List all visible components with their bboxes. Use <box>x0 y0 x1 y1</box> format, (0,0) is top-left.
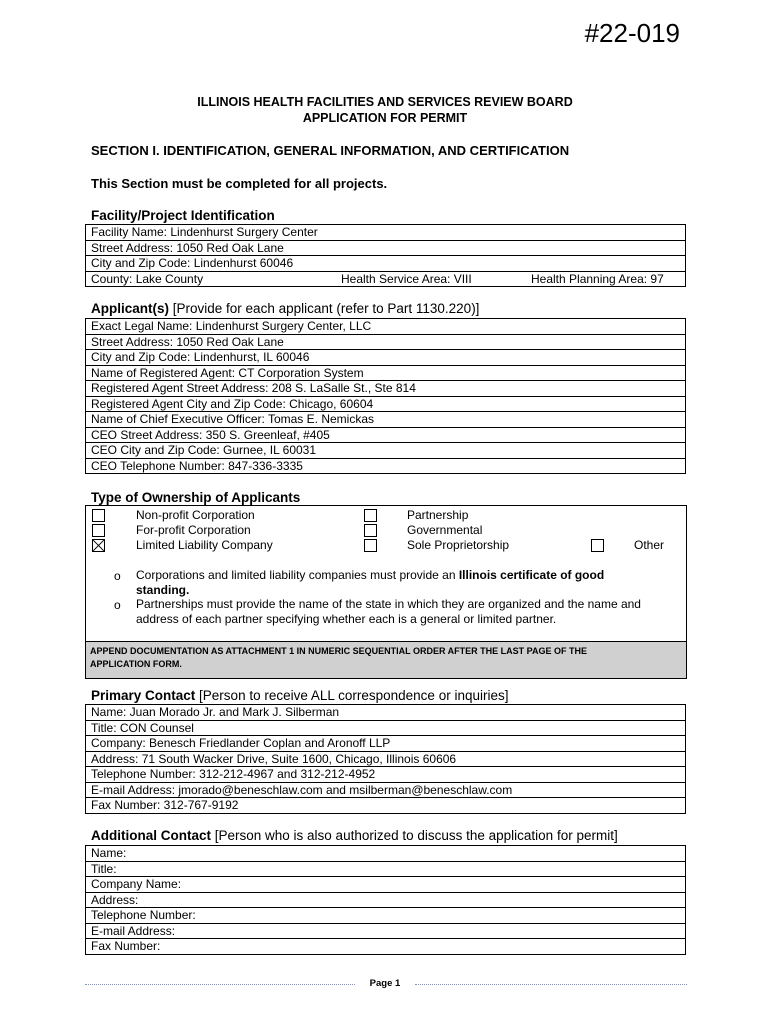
nonprofit-checkbox[interactable] <box>92 509 105 522</box>
section-note: This Section must be completed for all projects. <box>91 176 388 191</box>
applicant-header-bold: Applicant(s) <box>91 301 170 316</box>
other-label: Other <box>634 538 665 552</box>
applicant-row: CEO City and Zip Code: Gurnee, IL 60031 <box>86 443 686 459</box>
nonprofit-label: Non-profit Corporation <box>136 508 255 522</box>
sole-proprietorship-label: Sole Proprietorship <box>407 538 510 552</box>
applicant-row: City and Zip Code: Lindenhurst, IL 60046 <box>86 350 686 366</box>
applicant-table <box>85 318 686 474</box>
sole-proprietorship-checkbox[interactable] <box>364 539 377 552</box>
facility-hsa: Health Service Area: VIII <box>341 271 472 286</box>
facility-hpa: Health Planning Area: 97 <box>531 271 664 286</box>
bullet-1: o <box>114 569 121 583</box>
ownership-header: Type of Ownership of Applicants <box>91 490 301 505</box>
additional-row: E-mail Address: <box>86 923 686 939</box>
primary-row: Fax Number: 312-767-9192 <box>86 798 686 814</box>
append-documentation-banner <box>85 641 687 679</box>
section-title: SECTION I. IDENTIFICATION, GENERAL INFORMATION, AND CERTIFICATION <box>91 143 570 158</box>
primary-header-bold: Primary Contact <box>91 688 196 703</box>
forprofit-checkbox[interactable] <box>92 524 105 537</box>
primary-row: E-mail Address: jmorado@beneschlaw.com and msilberman@beneschlaw.com <box>86 782 686 798</box>
ownership-note-1 <box>136 568 604 582</box>
applicant-row: CEO Telephone Number: 847-336-3335 <box>86 458 686 474</box>
applicant-row: Registered Agent Street Address: 208 S. LaSalle St., Ste 814 <box>86 381 686 397</box>
applicant-row: CEO Street Address: 350 S. Greenleaf, #405 <box>86 427 686 443</box>
additional-contact-table <box>85 845 686 955</box>
facility-header: Facility/Project Identification <box>91 208 275 223</box>
append-line-1: APPEND DOCUMENTATION AS ATTACHMENT 1 IN NUMERIC SEQUENTIAL ORDER AFTER THE LAST PAGE OF THE <box>90 646 588 656</box>
document-number: #22-019 <box>584 18 680 48</box>
llc-checkbox-checked[interactable] <box>92 539 105 552</box>
applicant-header-rest: [Provide for each applicant (refer to Part 1130.220)] <box>169 301 480 316</box>
additional-header-bold: Additional Contact <box>91 828 211 843</box>
applicant-row: Name of Registered Agent: CT Corporation System <box>86 365 686 381</box>
additional-header-rest: [Person who is also authorized to discuss the application for permit] <box>211 828 618 843</box>
primary-row: Name: Juan Morado Jr. and Mark J. Silberman <box>86 705 686 721</box>
llc-label: Limited Liability Company <box>136 538 273 552</box>
applicant-row: Street Address: 1050 Red Oak Lane <box>86 334 686 350</box>
additional-contact-header <box>91 828 618 843</box>
note-text: Corporations and limited liability companies must provide an <box>136 568 459 582</box>
applicant-row: Exact Legal Name: Lindenhurst Surgery Center, LLC <box>86 319 686 335</box>
facility-county: County: Lake County <box>91 271 204 286</box>
facility-table <box>85 224 686 287</box>
form-title: APPLICATION FOR PERMIT <box>302 111 468 125</box>
additional-row: Company Name: <box>86 877 686 893</box>
partnership-label: Partnership <box>407 508 469 522</box>
other-checkbox[interactable] <box>591 539 604 552</box>
ownership-note-2: Partnerships must provide the name of the state in which they are organized and the name and <box>136 597 641 611</box>
primary-contact-table <box>85 704 686 814</box>
facility-county-row <box>86 271 686 287</box>
ownership-box <box>85 505 687 643</box>
additional-row: Address: <box>86 892 686 908</box>
certificate-text: Illinois certificate of good <box>458 568 605 582</box>
forprofit-label: For-profit Corporation <box>136 523 251 537</box>
page-number: Page 1 <box>369 978 401 989</box>
additional-row: Name: <box>86 846 686 862</box>
primary-row: Company: Benesch Friedlander Coplan and Aronoff LLP <box>86 736 686 752</box>
governmental-label: Governmental <box>407 523 483 537</box>
primary-row: Telephone Number: 312-212-4967 and 312-212-4952 <box>86 767 686 783</box>
primary-contact-header <box>91 688 508 703</box>
ownership-note-2-cont: address of each partner specifying whether each is a general or limited partner. <box>136 612 557 626</box>
ownership-note-1-cont: standing. <box>136 583 190 597</box>
applicant-header <box>91 301 479 316</box>
primary-header-rest: [Person to receive ALL correspondence or inquiries] <box>195 688 509 703</box>
applicant-row: Name of Chief Executive Officer: Tomas E. Nemickas <box>86 412 686 428</box>
additional-row: Fax Number: <box>86 939 686 955</box>
facility-street: Street Address: 1050 Red Oak Lane <box>86 240 686 256</box>
governmental-checkbox[interactable] <box>364 524 377 537</box>
primary-row: Title: CON Counsel <box>86 720 686 736</box>
bullet-2: o <box>114 598 121 612</box>
applicant-row: Registered Agent City and Zip Code: Chicago, 60604 <box>86 396 686 412</box>
additional-row: Telephone Number: <box>86 908 686 924</box>
facility-city: City and Zip Code: Lindenhurst 60046 <box>86 256 686 272</box>
primary-row: Address: 71 South Wacker Drive, Suite 1600, Chicago, Illinois 60606 <box>86 751 686 767</box>
board-title: ILLINOIS HEALTH FACILITIES AND SERVICES REVIEW BOARD <box>197 95 573 109</box>
additional-row: Title: <box>86 861 686 877</box>
facility-name: Facility Name: Lindenhurst Surgery Center <box>86 225 686 241</box>
append-line-2: APPLICATION FORM. <box>90 659 182 669</box>
partnership-checkbox[interactable] <box>364 509 377 522</box>
